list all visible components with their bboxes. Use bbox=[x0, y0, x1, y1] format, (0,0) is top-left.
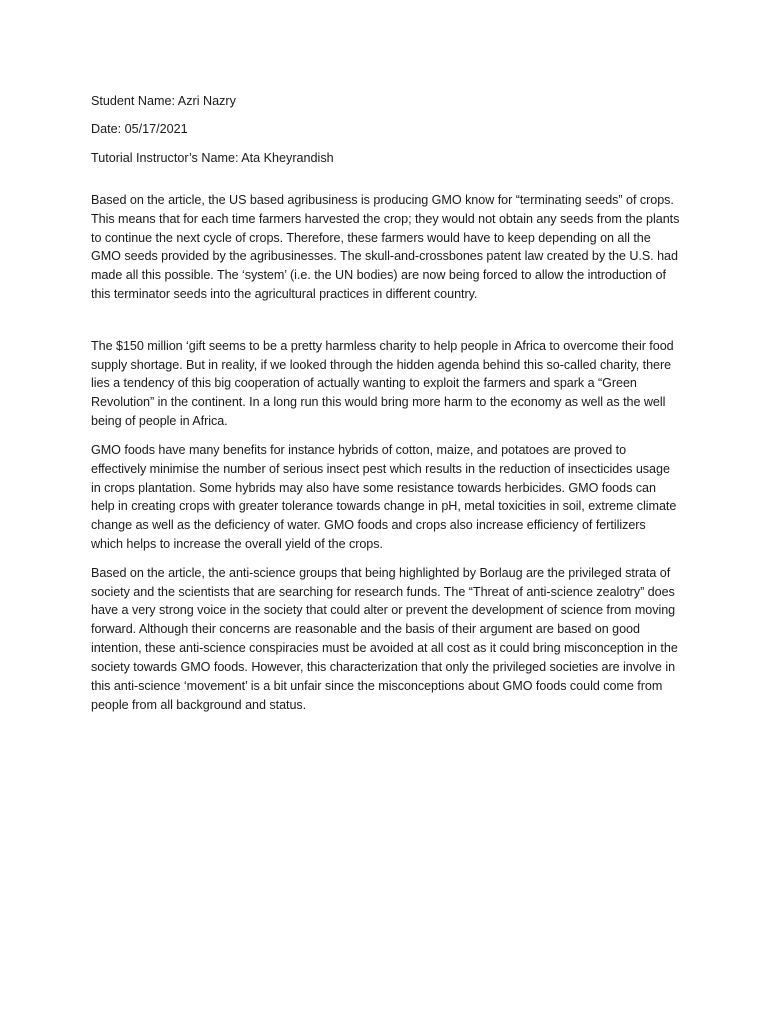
paragraph-gmo-benefits: GMO foods have many benefits for instance hybrids of cotton, maize, and potatoes are proved to effectively minimise the number of serious insect pest which results in the reduction of insecticides usage in crops plantation. Some hybrids may also have some resistance towards herbicides. GMO foods can help in creating crops with greater tolerance towards change in pH, metal toxicities in soil, extreme climate change as well as the deficiency of water. GMO foods and crops also increase efficiency of fertilizers which helps to increase the overall yield of the crops. bbox=[91, 442, 677, 552]
student-name: Student Name: Azri Nazry bbox=[91, 94, 236, 108]
paragraph-gift-charity: The $150 million ‘gift seems to be a pretty harmless charity to help people in Africa to overcome their food supply shortage. But in reality, if we looked through the hidden agenda behind this so-called charity, there lies a tendency of this big cooperation of actually wanting to exploit the farmers and spark a “Green Revolution” in the continent. In a long run this would bring more harm to the economy as well as the well being of people in Africa. bbox=[91, 338, 674, 429]
date-line: Date: 05/17/2021 bbox=[91, 122, 188, 137]
document-content bbox=[91, 92, 681, 715]
instructor-name: Tutorial Instructor’s Name: Ata Kheyrandish bbox=[91, 150, 334, 165]
paragraph-anti-science: Based on the article, the anti-science groups that being highlighted by Borlaug are the privileged strata of society and the scientists that are searching for research funds. The “Threat of anti-science zealotry” does have a very strong voice in the society that could alter or prevent the development of science from moving forward. Although their concerns are reasonable and the basis of their argument are based on good intention, these anti-science conspiracies must be avoided at all cost as it could bring misconception in the society towards GMO foods. However, this characterization that only the privileged societies are involve in this anti-science ‘movement’ is a bit unfair since the misconceptions about GMO foods could come from people from all background and status. bbox=[91, 565, 678, 712]
paragraph-terminator-seeds: Based on the article, the US based agribusiness is producing GMO know for “terminating seeds” of crops. This means that for each time farmers harvested the crop; they would not obtain any seeds from the plants to continue the next cycle of crops. Therefore, these farmers would have to keep depending on all the GMO seeds provided by the agribusinesses. The skull-and-crossbones patent law created by the U.S. had made all this possible. The ‘system’ (i.e. the UN bodies) are now being forced to allow the introduction of this terminator seeds into the agricultural practices in different country. bbox=[91, 192, 680, 302]
